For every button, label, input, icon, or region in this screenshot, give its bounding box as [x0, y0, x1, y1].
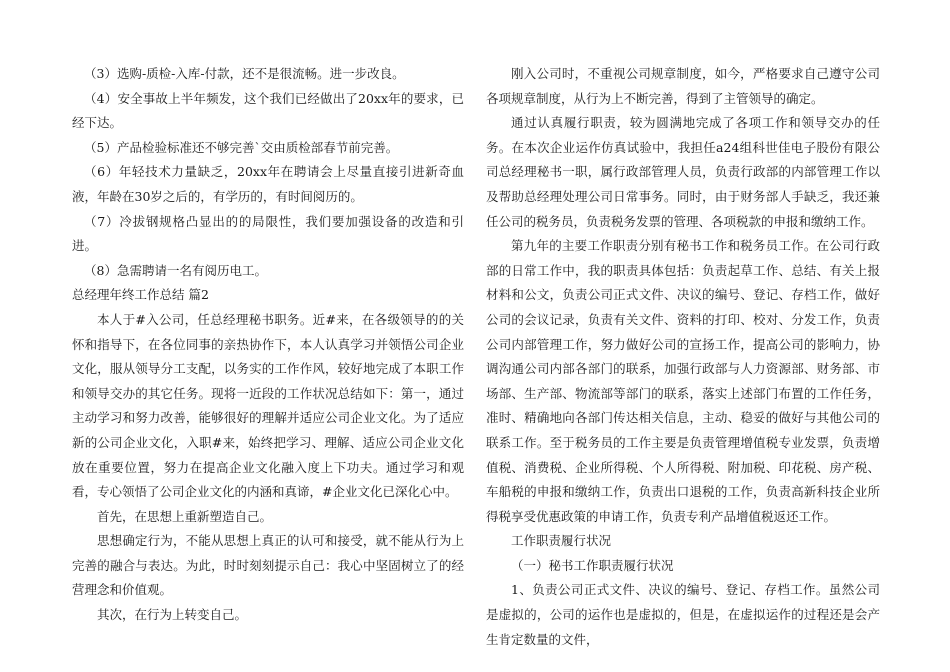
section-heading: 工作职责履行状况: [511, 533, 612, 549]
section-title: 总经理年终工作总结 篇2: [72, 287, 209, 303]
paragraph: 思想确定行为，不能从思想上真正的认可和接受，就不能从行为上完善的融合与表达。为此，时时刻刻提示自己：我心中坚固树立了的经营理念和价值观。: [72, 533, 464, 598]
list-item: （6）年轻技术力量缺乏，20xx年在聘请会上尽量直接引进新奇血液，年龄在30岁之后的，有学历的，有时间阅历的。: [72, 164, 464, 204]
list-item: （7）冷拔钢规格凸显出的的局限性，我们要加强设备的改造和引进。: [72, 213, 464, 254]
paragraph: 刚入公司时，不重视公司规章制度，如今，严格要求自己遵守公司各项规章制度，从行为上不断完善，得到了主管领导的确定。: [486, 66, 880, 106]
right-column: [486, 62, 880, 652]
list-item: （3）选购-质检-入库-付款，还不是很流畅。进一步改良。: [84, 66, 405, 81]
list-item: （8）急需聘请一名有阅历电工。: [84, 262, 267, 278]
paragraph: 第九年的主要工作职责分别有秘书工作和税务员工作。在公司行政部的日常工作中，我的职责具体包括：负责起草工作、总结、有关上报材料和公文，负责公司正式文件、决议的编号、登记、存档工作，做好公司的会议记录，负责有关文件、资料的打印、校对、分发工作，负责公司内部管理工作，努力做好公司的宣扬工作，提高公司的影响力，协调沟通公司内部各部门的联系，加强行政部与人力资源部、财务部、市场部、生产部、物流部等部门的联系，落实上述部门布置的工作任务，准时、精确地向各部门传达相关信息，主动、稳妥的做好与其他公司的联系工作。至于税务员的工作主要是负责管理增值税专业发票，负责增值税、消费税、企业所得税、个人所得税、附加税、印花税、房产税、车船税的申报和缴纳工作，负责出口退税的工作，负责高新科技企业所得税享受优惠政策的申请工作，负责专利产品增值税返还工作。: [486, 238, 880, 524]
subsection-heading: （一）秘书工作职责履行状况: [511, 557, 674, 573]
paragraph: 本人于#入公司，任总经理秘书职务。近#来，在各级领导的的关怀和指导下，在各位同事的亲热协作下，本人认真学习并领悟公司企业文化，服从领导分工支配，以务实的工作作风，较好地完成了本职工作和领导交办的其它任务。现将一近段的工作状况总结如下：第一，通过主动学习和努力改善，能够很好的理解并适应公司企业文化。为了适应新的公司企业文化，入职#来，始终把学习、理解、适应公司企业文化放在重要位置，努力在提高企业文化融入度上下功夫。通过学习和观看，专心领悟了公司企业文化的内涵和真谛，#企业文化已深化心中。: [72, 311, 464, 500]
paragraph: 首先，在思想上重新塑造自己。: [97, 508, 273, 524]
paragraph: 通过认真履行职责，较为圆满地完成了各项工作和领导交办的任务。在本次企业运作仿真试验中，我担任a24组科世佳电子股份有限公司总经理秘书一职，属行政部管理人员，负责行政部的内部管理工作以及帮助总经理处理公司日常事务。同时，由于财务部人手缺乏，我还兼任公司的税务员，负责税务发票的管理、各项税款的申报和缴纳工作。: [486, 115, 880, 229]
list-item: （4）安全事故上半年频发，这个我们已经做出了20xx年的要求，已经下达。: [72, 90, 464, 131]
paragraph: 其次，在行为上转变自己。: [97, 607, 248, 623]
paragraph: 1、负责公司正式文件、决议的编号、登记、存档工作。虽然公司是虚拟的，公司的运作也是虚拟的，但是，在虚拟运作的过程还是会产生肯定数量的文件，: [486, 582, 880, 647]
list-item: （5）产品检验标准还不够完善`交由质检部春节前完善。: [84, 139, 399, 155]
left-column: [72, 62, 464, 628]
